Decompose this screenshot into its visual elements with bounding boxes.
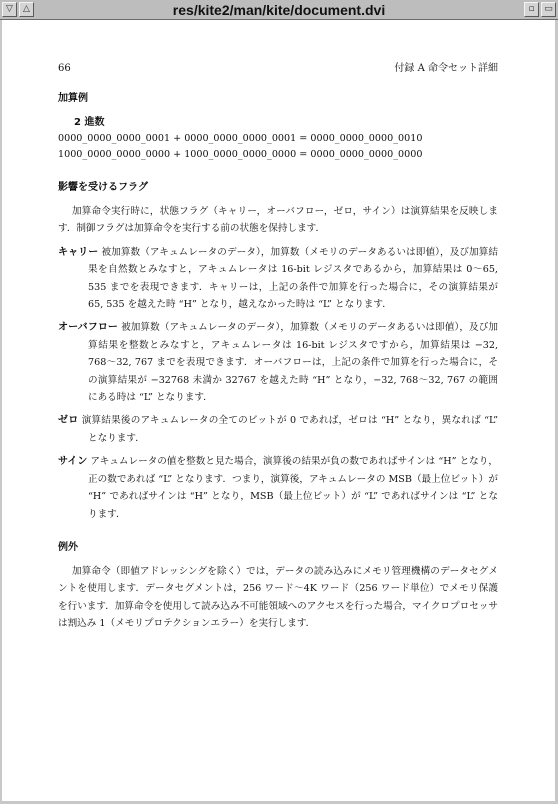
binary-example-line: 0000_0000_0000_0001 + 0000_0000_0000_0001 = 0000_0000_0000_0010 xyxy=(58,133,423,144)
section-heading-example: 加算例 xyxy=(58,93,88,104)
flag-item-sign xyxy=(58,453,498,523)
flag-term: ゼロ xyxy=(58,415,79,427)
flag-description: 被加算数（アキュムレータのデータ），加算数（メモリのデータあるいは即値），及び加算結果を整数とみなすと，アキュムレータは 16-bit レジスタですから，加算結果は −32, 768〜32, 767 までを表現できます．オーバフローは，上記の条件で加算を行った場合に，その演算結果が −32768 未満か 32767 を越えた時 “H” となり，−32, 768〜32, 767 の範囲にある時は “L” となります． xyxy=(88,322,499,404)
flag-description: 被加算数（アキュムレータのデータ），加算数（メモリのデータあるいは即値），及び加算結果を自然数とみなすと，アキュムレータは 16-bit レジスタであるから，加算結果は 0〜65, 535 までを表現できます．キャリーは，上記の条件で加算を行った場合に，その演算結果が 65, 535 を越えた時 “H” となり，越えなかった時は “L” となります． xyxy=(88,246,499,311)
chapter-title: 付録 A 命令セット詳細 xyxy=(394,63,498,74)
exceptions-paragraph: 加算命令（即値アドレッシングを除く）では，データの読み込みにメモリ管理機構のデータセグメントを使用します．データセグメントは，256 ワード〜4K ワード（256 ワード単位）でメモリ保護を行います．加算命令を使用して読み込み不可能領域へのアクセスを行った場合，マイクロプロセッサは割込み 1（メモリプロテクションエラー）を実行します． xyxy=(58,565,498,630)
resize-icon[interactable]: ▭ xyxy=(541,2,556,17)
subsection-heading-binary: 2 進数 xyxy=(74,117,105,128)
iconify-icon[interactable]: ▫ xyxy=(524,2,539,17)
flag-term: オーバフロー xyxy=(58,322,118,334)
section-heading-flags: 影響を受けるフラグ xyxy=(58,182,148,193)
section-heading-exceptions: 例外 xyxy=(58,541,78,553)
page-number: 66 xyxy=(58,63,71,74)
flag-term: サイン xyxy=(58,456,88,468)
binary-example-line: 1000_0000_0000_0000 + 1000_0000_0000_0000 = 0000_0000_0000_0000 xyxy=(58,149,423,160)
flag-description: アキュムレータの値を整数と見た場合，演算後の結果が負の数であればサインは “H” となり，正の数であれば “L” となります．つまり，演算後，アキュムレータの MSB（最上位ビット）が “H” であればサインは “H” となり，MSB（最上位ビット）が “L” であればサインは “L” となります． xyxy=(88,456,498,520)
window-menu-icon[interactable]: ▽ xyxy=(2,2,17,17)
title-bar xyxy=(0,0,558,20)
flag-item-carry xyxy=(58,244,498,314)
flag-description: 演算結果後のアキュムレータの全てのビットが 0 であれば，ゼロは “H” となり，異なれば “L” となります． xyxy=(81,415,498,444)
flag-item-zero xyxy=(58,412,498,447)
flag-term: キャリー xyxy=(58,246,99,258)
maximize-icon[interactable]: △ xyxy=(19,2,34,17)
window-frame-left[interactable] xyxy=(0,20,2,804)
document-page xyxy=(58,60,498,633)
window-title: res/kite2/man/kite/document.dvi xyxy=(172,2,386,18)
flag-item-overflow xyxy=(58,319,498,406)
flags-intro-paragraph: 加算命令実行時に，状態フラグ（キャリー，オーバフロー，ゼロ，サイン）は演算結果を反映します．制御フラグは加算命令を実行する前の状態を保持します． xyxy=(58,206,498,235)
running-header xyxy=(58,60,498,78)
